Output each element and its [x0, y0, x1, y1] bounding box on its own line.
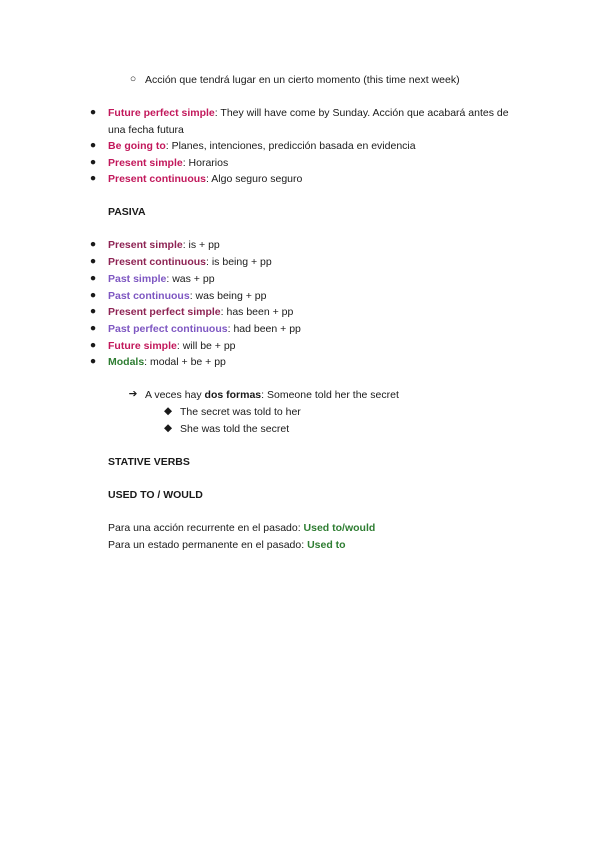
list-item: [108, 139, 416, 153]
list-item: [108, 255, 272, 269]
term: Present continuous: [108, 173, 207, 185]
section-heading: STATIVE VERBS: [108, 456, 190, 468]
desc: : was + pp: [166, 273, 215, 285]
bullet-icon: ●: [89, 156, 97, 168]
desc: : Algo seguro seguro: [206, 173, 303, 185]
list-item: [108, 272, 215, 286]
desc: : had been + pp: [227, 323, 301, 335]
desc: : is being + pp: [206, 256, 272, 268]
term: Be going to: [108, 140, 166, 152]
note-sub-item: She was told the secret: [180, 423, 290, 435]
list-item: [108, 156, 228, 170]
term: Present simple: [108, 239, 183, 251]
line-text: Para un estado permanente en el pasado:: [108, 539, 308, 551]
list-sub-item: Acción que tendrá lugar en un cierto momento (this time next week): [145, 74, 460, 86]
term: Past continuous: [108, 290, 190, 302]
list-item: [108, 322, 301, 336]
term: Past perfect continuous: [108, 323, 228, 335]
term: Present continuous: [108, 256, 207, 268]
line-text: Para una acción recurrente en el pasado:: [108, 522, 304, 534]
list-item: [108, 355, 226, 369]
list-item: [108, 289, 266, 303]
paragraph-line: [108, 538, 346, 552]
term: Future simple: [108, 340, 177, 352]
list-item: [108, 106, 509, 120]
desc: : Horarios: [182, 157, 229, 169]
term: Past simple: [108, 273, 167, 285]
note-prefix: A veces hay: [145, 389, 205, 401]
section-heading: PASIVA: [108, 206, 146, 218]
term: Present perfect simple: [108, 306, 221, 318]
bullet-icon: ●: [89, 305, 97, 317]
list-item: [108, 305, 293, 319]
desc: : is + pp: [182, 239, 220, 251]
note-suffix: : Someone told her the secret: [261, 389, 399, 401]
list-item: [108, 238, 220, 252]
bullet-icon: ●: [89, 272, 97, 284]
desc: : They will have come by Sunday. Acción que acabará antes de: [214, 107, 509, 119]
desc: : will be + pp: [176, 340, 236, 352]
desc: : has been + pp: [220, 306, 294, 318]
hollow-circle-bullet-icon: ○: [129, 73, 137, 85]
section-heading: USED TO / WOULD: [108, 489, 203, 501]
term: Modals: [108, 356, 145, 368]
arrow-right-icon: ➔: [128, 388, 138, 400]
term: Present simple: [108, 157, 183, 169]
desc: : Planes, intenciones, predicción basada en evidencia: [165, 140, 416, 152]
bullet-icon: ●: [89, 289, 97, 301]
desc: : modal + be + pp: [144, 356, 226, 368]
list-item-continuation: una fecha futura: [108, 124, 184, 136]
arrow-note: [145, 388, 399, 402]
term: Used to: [307, 539, 346, 551]
list-item: [108, 339, 236, 353]
bullet-icon: ●: [89, 238, 97, 250]
bullet-icon: ●: [89, 255, 97, 267]
note-bold: dos formas: [204, 389, 262, 401]
list-item: [108, 172, 302, 186]
bullet-icon: ●: [89, 322, 97, 334]
desc: : was being + pp: [189, 290, 267, 302]
diamond-bullet-icon: ◆: [163, 405, 173, 417]
paragraph-line: [108, 521, 375, 535]
note-sub-item: The secret was told to her: [180, 406, 301, 418]
term: Used to/would: [303, 522, 376, 534]
bullet-icon: ●: [89, 172, 97, 184]
diamond-bullet-icon: ◆: [163, 422, 173, 434]
bullet-icon: ●: [89, 106, 97, 118]
bullet-icon: ●: [89, 339, 97, 351]
bullet-icon: ●: [89, 139, 97, 151]
bullet-icon: ●: [89, 355, 97, 367]
term: Future perfect simple: [108, 107, 215, 119]
